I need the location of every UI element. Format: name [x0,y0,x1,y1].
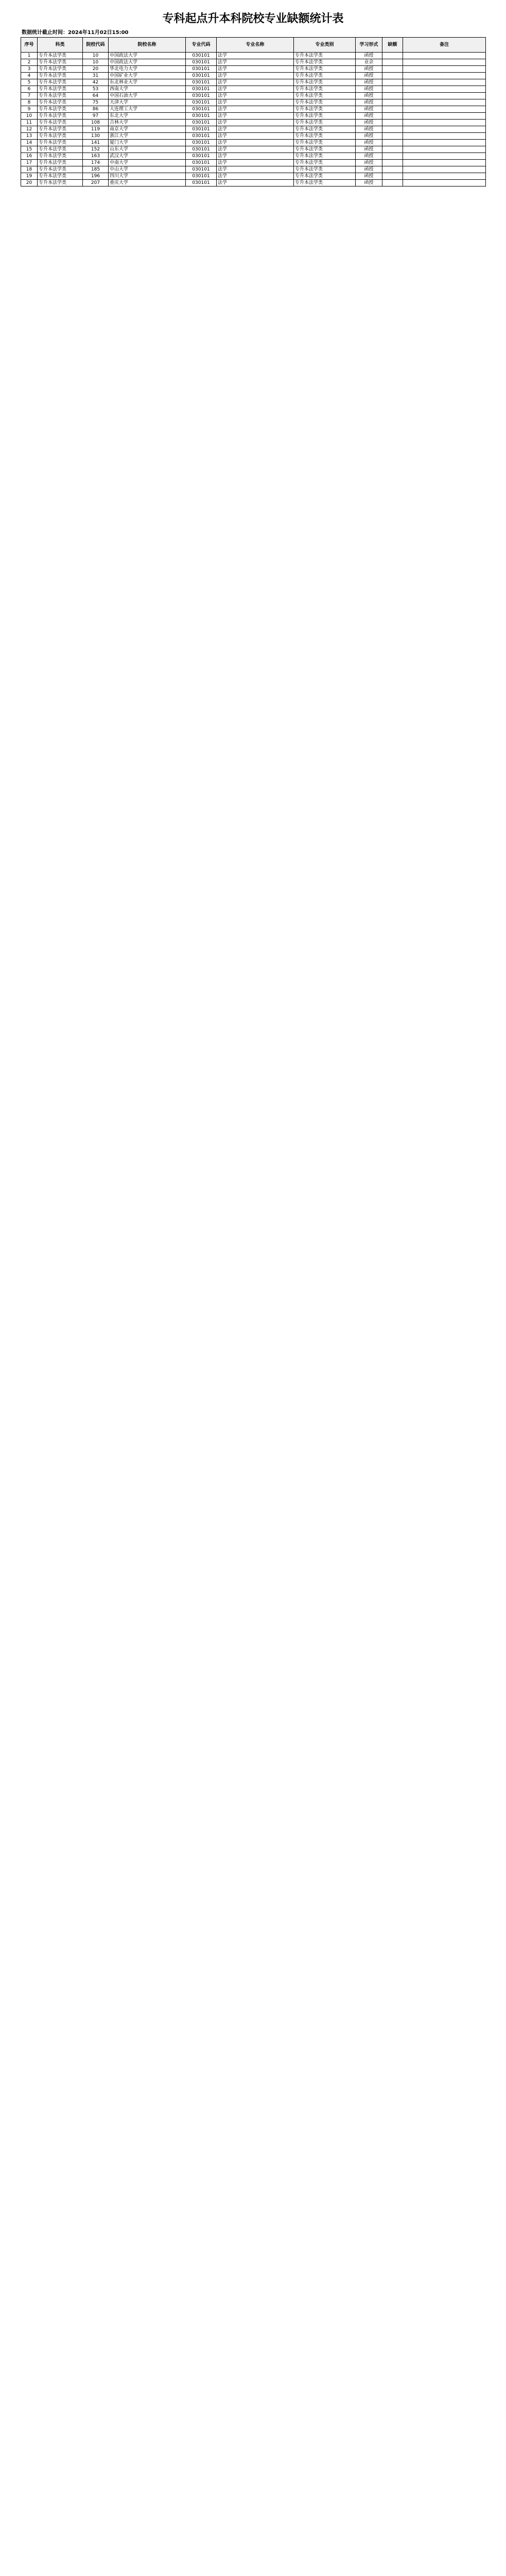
cell-col-category: 专升本法学类 [38,59,83,66]
cell-col-vacancy [382,146,403,153]
cell-col-remarks [403,106,486,113]
cell-col-major-type: 专升本法学类 [294,59,356,66]
cell-col-vacancy [382,133,403,140]
cell-col-school-code: 130 [83,133,109,140]
cell-col-major-type: 专升本法学类 [294,160,356,166]
cell-col-school-code: 10 [83,59,109,66]
cell-col-study-form: 函授 [356,113,382,120]
table-row [21,66,486,73]
cell-col-major-type: 专升本法学类 [294,73,356,79]
cell-col-remarks [403,53,486,59]
cell-col-school-name: 中国政法大学 [109,53,186,59]
cell-col-category: 专升本法学类 [38,120,83,126]
cell-col-index: 15 [21,146,38,153]
cell-col-school-name: 中山大学 [109,166,186,173]
cell-col-major-name: 法学 [217,126,294,133]
cell-col-major-name: 法学 [217,113,294,120]
table-row [21,173,486,180]
cell-col-major-type: 专升本法学类 [294,180,356,187]
cell-col-index: 1 [21,53,38,59]
cell-col-study-form: 函授 [356,106,382,113]
cell-col-major-code: 030101 [186,160,217,166]
cell-col-remarks [403,166,486,173]
cell-col-vacancy [382,160,403,166]
table-body [21,53,486,187]
cell-col-category: 专升本法学类 [38,140,83,146]
cell-col-school-name: 南京大学 [109,126,186,133]
cell-col-index: 2 [21,59,38,66]
table-row [21,99,486,106]
cell-col-category: 专升本法学类 [38,173,83,180]
cell-col-school-name: 中国石油大学 [109,93,186,99]
cell-col-major-code: 030101 [186,166,217,173]
cell-col-index: 7 [21,93,38,99]
cell-col-vacancy [382,180,403,187]
cell-col-major-type: 专升本法学类 [294,53,356,59]
cell-col-major-code: 030101 [186,140,217,146]
table-row [21,166,486,173]
cell-col-major-type: 专升本法学类 [294,66,356,73]
table-row [21,160,486,166]
cell-col-major-code: 030101 [186,126,217,133]
cell-col-remarks [403,160,486,166]
cell-col-major-type: 专升本法学类 [294,173,356,180]
cell-col-school-name: 中南大学 [109,160,186,166]
cell-col-school-name: 山东大学 [109,146,186,153]
table-row [21,113,486,120]
cell-col-remarks [403,126,486,133]
cell-col-vacancy [382,113,403,120]
cell-col-study-form: 函授 [356,93,382,99]
cell-col-school-name: 浙江大学 [109,133,186,140]
cell-col-major-type: 专升本法学类 [294,79,356,86]
cell-col-major-name: 法学 [217,99,294,106]
cell-col-major-code: 030101 [186,120,217,126]
cell-col-remarks [403,59,486,66]
cell-col-major-type: 专升本法学类 [294,93,356,99]
cell-col-major-name: 法学 [217,53,294,59]
header-col-school-name: 院校名称 [109,38,186,53]
cell-col-vacancy [382,53,403,59]
cell-col-school-code: 64 [83,93,109,99]
cell-col-school-name: 东北大学 [109,113,186,120]
header-col-remarks: 备注 [403,38,486,53]
cell-col-index: 14 [21,140,38,146]
cell-col-school-code: 207 [83,180,109,187]
cell-col-study-form: 函授 [356,146,382,153]
cell-col-major-name: 法学 [217,106,294,113]
cell-col-major-code: 030101 [186,99,217,106]
cell-col-vacancy [382,173,403,180]
cell-col-major-code: 030101 [186,79,217,86]
cell-col-major-code: 030101 [186,59,217,66]
cell-col-major-name: 法学 [217,59,294,66]
cell-col-remarks [403,120,486,126]
cell-col-study-form: 函授 [356,86,382,93]
cell-col-study-form: 函授 [356,180,382,187]
cell-col-school-name: 吉林大学 [109,120,186,126]
cell-col-category: 专升本法学类 [38,86,83,93]
cell-col-remarks [403,173,486,180]
cell-col-index: 6 [21,86,38,93]
cell-col-index: 16 [21,153,38,160]
cell-col-vacancy [382,106,403,113]
cell-col-study-form: 函授 [356,153,382,160]
cell-col-category: 专升本法学类 [38,146,83,153]
cell-col-index: 12 [21,126,38,133]
table-row [21,79,486,86]
cell-col-remarks [403,133,486,140]
cell-col-remarks [403,180,486,187]
cell-col-category: 专升本法学类 [38,93,83,99]
cell-col-vacancy [382,86,403,93]
cell-col-major-name: 法学 [217,160,294,166]
header-col-index: 序号 [21,38,38,53]
cell-col-major-name: 法学 [217,140,294,146]
cell-col-major-code: 030101 [186,113,217,120]
data-cutoff-note: 数据统计截止时间：2024年11月02日15:00 [22,30,129,36]
cell-col-school-code: 119 [83,126,109,133]
cell-col-remarks [403,146,486,153]
header-col-vacancy: 缺额 [382,38,403,53]
cell-col-study-form: 函授 [356,140,382,146]
cell-col-school-code: 174 [83,160,109,166]
cell-col-major-type: 专升本法学类 [294,106,356,113]
table-row [21,180,486,187]
cell-col-vacancy [382,59,403,66]
cell-col-major-name: 法学 [217,93,294,99]
table-row [21,93,486,99]
cell-col-category: 专升本法学类 [38,53,83,59]
cell-col-remarks [403,86,486,93]
cell-col-major-type: 专升本法学类 [294,120,356,126]
cell-col-vacancy [382,153,403,160]
cell-col-major-name: 法学 [217,73,294,79]
cell-col-major-name: 法学 [217,166,294,173]
cell-col-major-type: 专升本法学类 [294,166,356,173]
cell-col-index: 10 [21,113,38,120]
cell-col-major-name: 法学 [217,79,294,86]
table-row [21,140,486,146]
cell-col-school-code: 108 [83,120,109,126]
cell-col-vacancy [382,66,403,73]
cell-col-index: 18 [21,166,38,173]
cell-col-school-code: 42 [83,79,109,86]
cell-col-major-code: 030101 [186,173,217,180]
cell-col-school-code: 97 [83,113,109,120]
cell-col-study-form: 函授 [356,79,382,86]
cell-col-major-name: 法学 [217,180,294,187]
table-row [21,120,486,126]
cell-col-major-type: 专升本法学类 [294,99,356,106]
cell-col-vacancy [382,73,403,79]
cell-col-study-form: 函授 [356,160,382,166]
header-col-school-code: 院校代码 [83,38,109,53]
cell-col-study-form: 函授 [356,133,382,140]
cell-col-index: 19 [21,173,38,180]
header-col-major-name: 专业名称 [217,38,294,53]
cell-col-study-form: 函授 [356,120,382,126]
cell-col-major-type: 专升本法学类 [294,153,356,160]
cell-col-index: 4 [21,73,38,79]
cell-col-school-name: 华北电力大学 [109,66,186,73]
cell-col-index: 11 [21,120,38,126]
cell-col-index: 13 [21,133,38,140]
vacancy-table [21,37,486,187]
cell-col-school-code: 163 [83,153,109,160]
table-row [21,133,486,140]
cell-col-remarks [403,93,486,99]
cell-col-major-name: 法学 [217,173,294,180]
cell-col-major-code: 030101 [186,106,217,113]
cell-col-major-type: 专升本法学类 [294,146,356,153]
cell-col-school-code: 86 [83,106,109,113]
cell-col-major-name: 法学 [217,66,294,73]
cell-col-school-code: 20 [83,66,109,73]
cell-col-remarks [403,113,486,120]
cell-col-vacancy [382,120,403,126]
cell-col-study-form: 函授 [356,173,382,180]
cell-col-major-code: 030101 [186,53,217,59]
cell-col-category: 专升本法学类 [38,113,83,120]
cell-col-category: 专升本法学类 [38,166,83,173]
cell-col-school-code: 196 [83,173,109,180]
cell-col-index: 9 [21,106,38,113]
cell-col-index: 3 [21,66,38,73]
cell-col-school-name: 西南大学 [109,86,186,93]
cell-col-major-name: 法学 [217,86,294,93]
cell-col-index: 17 [21,160,38,166]
cell-col-major-code: 030101 [186,93,217,99]
cell-col-remarks [403,66,486,73]
cell-col-major-name: 法学 [217,146,294,153]
cell-col-major-type: 专升本法学类 [294,126,356,133]
cell-col-category: 专升本法学类 [38,133,83,140]
cell-col-school-code: 75 [83,99,109,106]
cell-col-remarks [403,79,486,86]
cell-col-major-type: 专升本法学类 [294,140,356,146]
cell-col-study-form: 业余 [356,59,382,66]
cell-col-school-code: 31 [83,73,109,79]
table-row [21,126,486,133]
table-row [21,86,486,93]
cell-col-major-code: 030101 [186,86,217,93]
cell-col-remarks [403,99,486,106]
cell-col-vacancy [382,99,403,106]
table-row [21,59,486,66]
cell-col-school-name: 大连理工大学 [109,106,186,113]
cell-col-major-code: 030101 [186,180,217,187]
cell-col-school-name: 天津大学 [109,99,186,106]
header-col-major-type: 专业类别 [294,38,356,53]
cell-col-vacancy [382,93,403,99]
cell-col-major-type: 专升本法学类 [294,133,356,140]
cell-col-study-form: 函授 [356,53,382,59]
cell-col-index: 20 [21,180,38,187]
cell-col-vacancy [382,140,403,146]
cell-col-school-name: 四川大学 [109,173,186,180]
cell-col-major-name: 法学 [217,120,294,126]
cell-col-school-name: 东北林业大学 [109,79,186,86]
cell-col-index: 5 [21,79,38,86]
cell-col-major-code: 030101 [186,66,217,73]
cell-col-major-code: 030101 [186,73,217,79]
cell-col-study-form: 函授 [356,73,382,79]
table-row [21,153,486,160]
cell-col-category: 专升本法学类 [38,66,83,73]
cell-col-remarks [403,73,486,79]
cell-col-major-code: 030101 [186,146,217,153]
cell-col-remarks [403,153,486,160]
table-row [21,53,486,59]
cell-col-vacancy [382,126,403,133]
cell-col-vacancy [382,166,403,173]
cell-col-index: 8 [21,99,38,106]
cell-col-category: 专升本法学类 [38,79,83,86]
cell-col-major-name: 法学 [217,133,294,140]
page-title: 专科起点升本科院校专业缺额统计表 [162,12,344,25]
cell-col-study-form: 函授 [356,126,382,133]
cell-col-category: 专升本法学类 [38,160,83,166]
cell-col-major-name: 法学 [217,153,294,160]
cell-col-category: 专升本法学类 [38,153,83,160]
cell-col-major-code: 030101 [186,133,217,140]
cell-col-school-name: 厦门大学 [109,140,186,146]
cell-col-vacancy [382,79,403,86]
cell-col-category: 专升本法学类 [38,180,83,187]
cell-col-category: 专升本法学类 [38,99,83,106]
header-col-major-code: 专业代码 [186,38,217,53]
cell-col-remarks [403,140,486,146]
cell-col-school-code: 185 [83,166,109,173]
cell-col-study-form: 函授 [356,66,382,73]
cell-col-school-name: 武汉大学 [109,153,186,160]
cell-col-school-name: 重庆大学 [109,180,186,187]
header-col-study-form: 学习形式 [356,38,382,53]
cell-col-study-form: 函授 [356,166,382,173]
cell-col-school-code: 53 [83,86,109,93]
header-col-category: 科类 [38,38,83,53]
table-header-row [21,38,486,53]
cell-col-school-code: 152 [83,146,109,153]
cell-col-school-code: 141 [83,140,109,146]
cell-col-study-form: 函授 [356,99,382,106]
cell-col-category: 专升本法学类 [38,106,83,113]
cell-col-school-code: 10 [83,53,109,59]
table-row [21,106,486,113]
cell-col-major-type: 专升本法学类 [294,113,356,120]
cell-col-school-name: 中国政法大学 [109,59,186,66]
cell-col-major-type: 专升本法学类 [294,86,356,93]
cell-col-category: 专升本法学类 [38,73,83,79]
cell-col-school-name: 中国矿业大学 [109,73,186,79]
cell-col-category: 专升本法学类 [38,126,83,133]
table-row [21,146,486,153]
table-row [21,73,486,79]
cell-col-major-code: 030101 [186,153,217,160]
